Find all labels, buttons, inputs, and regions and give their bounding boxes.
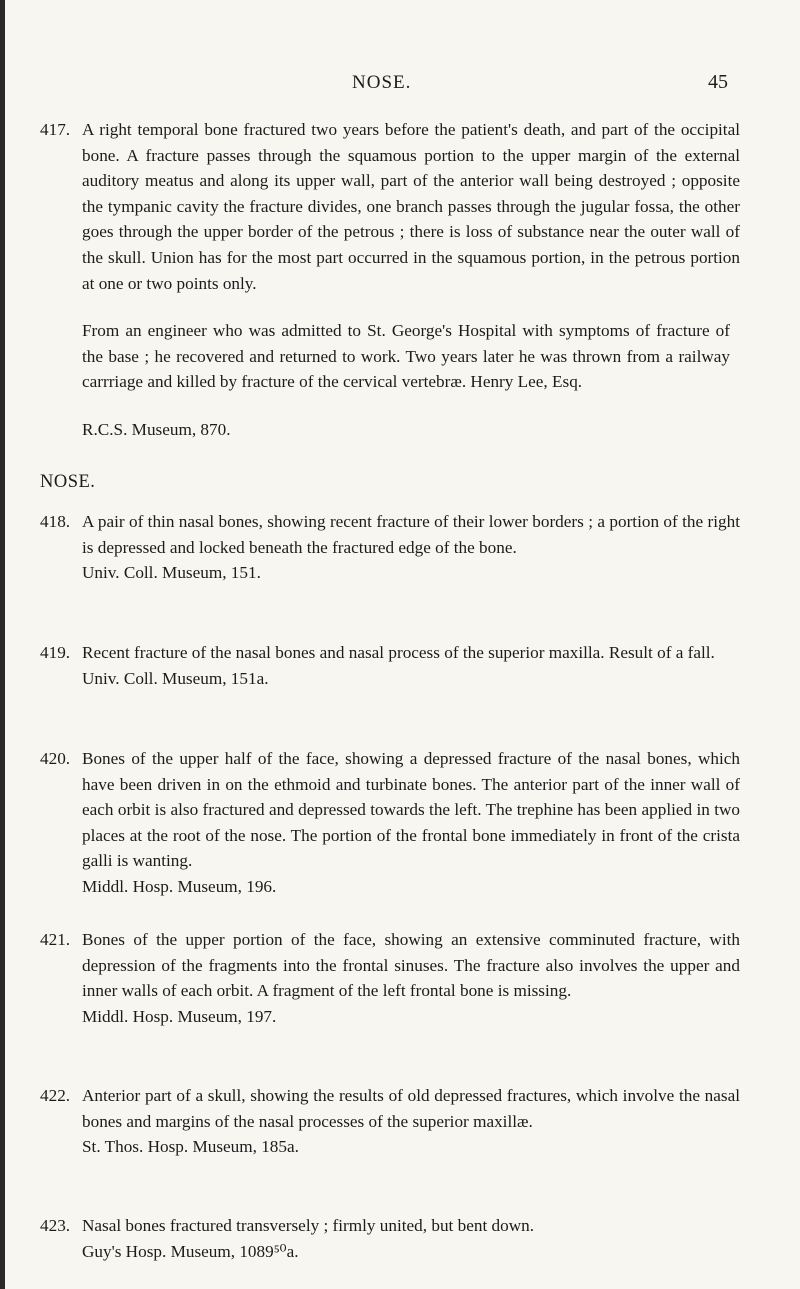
entry-text: A pair of thin nasal bones, showing recent fracture of their lower borders ; a portion of the right is depressed and locked beneath the fractured edge of the bone. [82,512,740,557]
entry-number: 422. [40,1086,71,1105]
entry-text: Bones of the upper half of the face, showing a depressed fracture of the nasal bones, which have been driven in on the ethmoid and turbinate bones. The anterior part of the inner wall of each orbit is also fractured and depressed towards the left. The trephine has been applied in two places at the root of the nose. The portion of the frontal bone immediately in front of the crista galli is wanting. [82,749,740,871]
entry-source: Middl. Hosp. Museum, 197. [82,1006,277,1026]
entry-source: St. Thos. Hosp. Museum, 185a. [82,1137,299,1157]
entry-description [82,927,740,1004]
section-heading: NOSE. [40,472,96,492]
entry-source: Middl. Hosp. Museum, 196. [82,876,277,896]
entry-text: Bones of the upper portion of the face, showing an extensive comminuted fracture, with depression of the fragments into the frontal sinuses. The fracture also involves the upper and inner walls of each orbit. A fragment of the left frontal bone is missing. [82,930,740,1001]
entry-source: Guy's Hosp. Museum, 1089⁵⁰a. [82,1241,299,1261]
entry-source: Univ. Coll. Museum, 151a. [82,668,269,688]
entry-418 [40,509,740,586]
entry-417-source: R.C.S. Museum, 870. [82,420,231,439]
entry-number: 418. [40,512,71,531]
entry-423 [40,1213,740,1264]
entry-description [82,640,740,666]
entry-text: Recent fracture of the nasal bones and nasal process of the superior maxilla. Result of a fall. [82,643,715,662]
entry-420 [40,746,740,900]
entry-number: 417. [40,120,71,139]
page-number: 45 [708,71,728,93]
entry-text: Anterior part of a skull, showing the results of old depressed fractures, which involve the nasal bones and margins of the nasal processes of the superior maxillæ. [82,1086,740,1131]
entry-number: 420. [40,749,71,768]
entry-number: 419. [40,643,71,662]
running-head: NOSE. [352,72,412,93]
page-header [0,72,800,96]
entry-417 [40,117,740,296]
entry-description [82,746,740,874]
entry-number: 421. [40,930,71,949]
entry-422 [40,1083,740,1160]
entry-text: A right temporal bone fractured two years before the patient's death, and part of the occipital bone. A fracture passes through the squamous portion to the upper margin of the external auditory meatus and along its upper wall, part of the anterior wall being destroyed ; opposite the tympanic cavity the fracture divides, one branch passes through the jugular fossa, the other goes through the upper border of the petrous ; there is loss of substance near the outer wall of the skull. Union has for the most part occurred in the squamous portion, in the petrous portion at one or two points only. [82,120,740,293]
entry-description [82,117,740,296]
entry-description [82,509,740,560]
entry-417-note: From an engineer who was admitted to St. George's Hospital with symptoms of fracture of the base ; he recovered and returned to work. Two years later he was thrown from a railway carrriage and killed by fracture of the cervical vertebræ. Henry Lee, Esq. [82,321,730,392]
entry-source: Univ. Coll. Museum, 151. [82,563,261,583]
entry-number: 423. [40,1216,71,1235]
entry-text: Nasal bones fractured transversely ; firmly united, but bent down. [82,1216,535,1235]
page-edge-shadow [0,0,5,1289]
entry-419 [40,640,740,691]
entry-description [82,1083,740,1134]
entry-421 [40,927,740,1029]
entry-description [82,1213,740,1239]
